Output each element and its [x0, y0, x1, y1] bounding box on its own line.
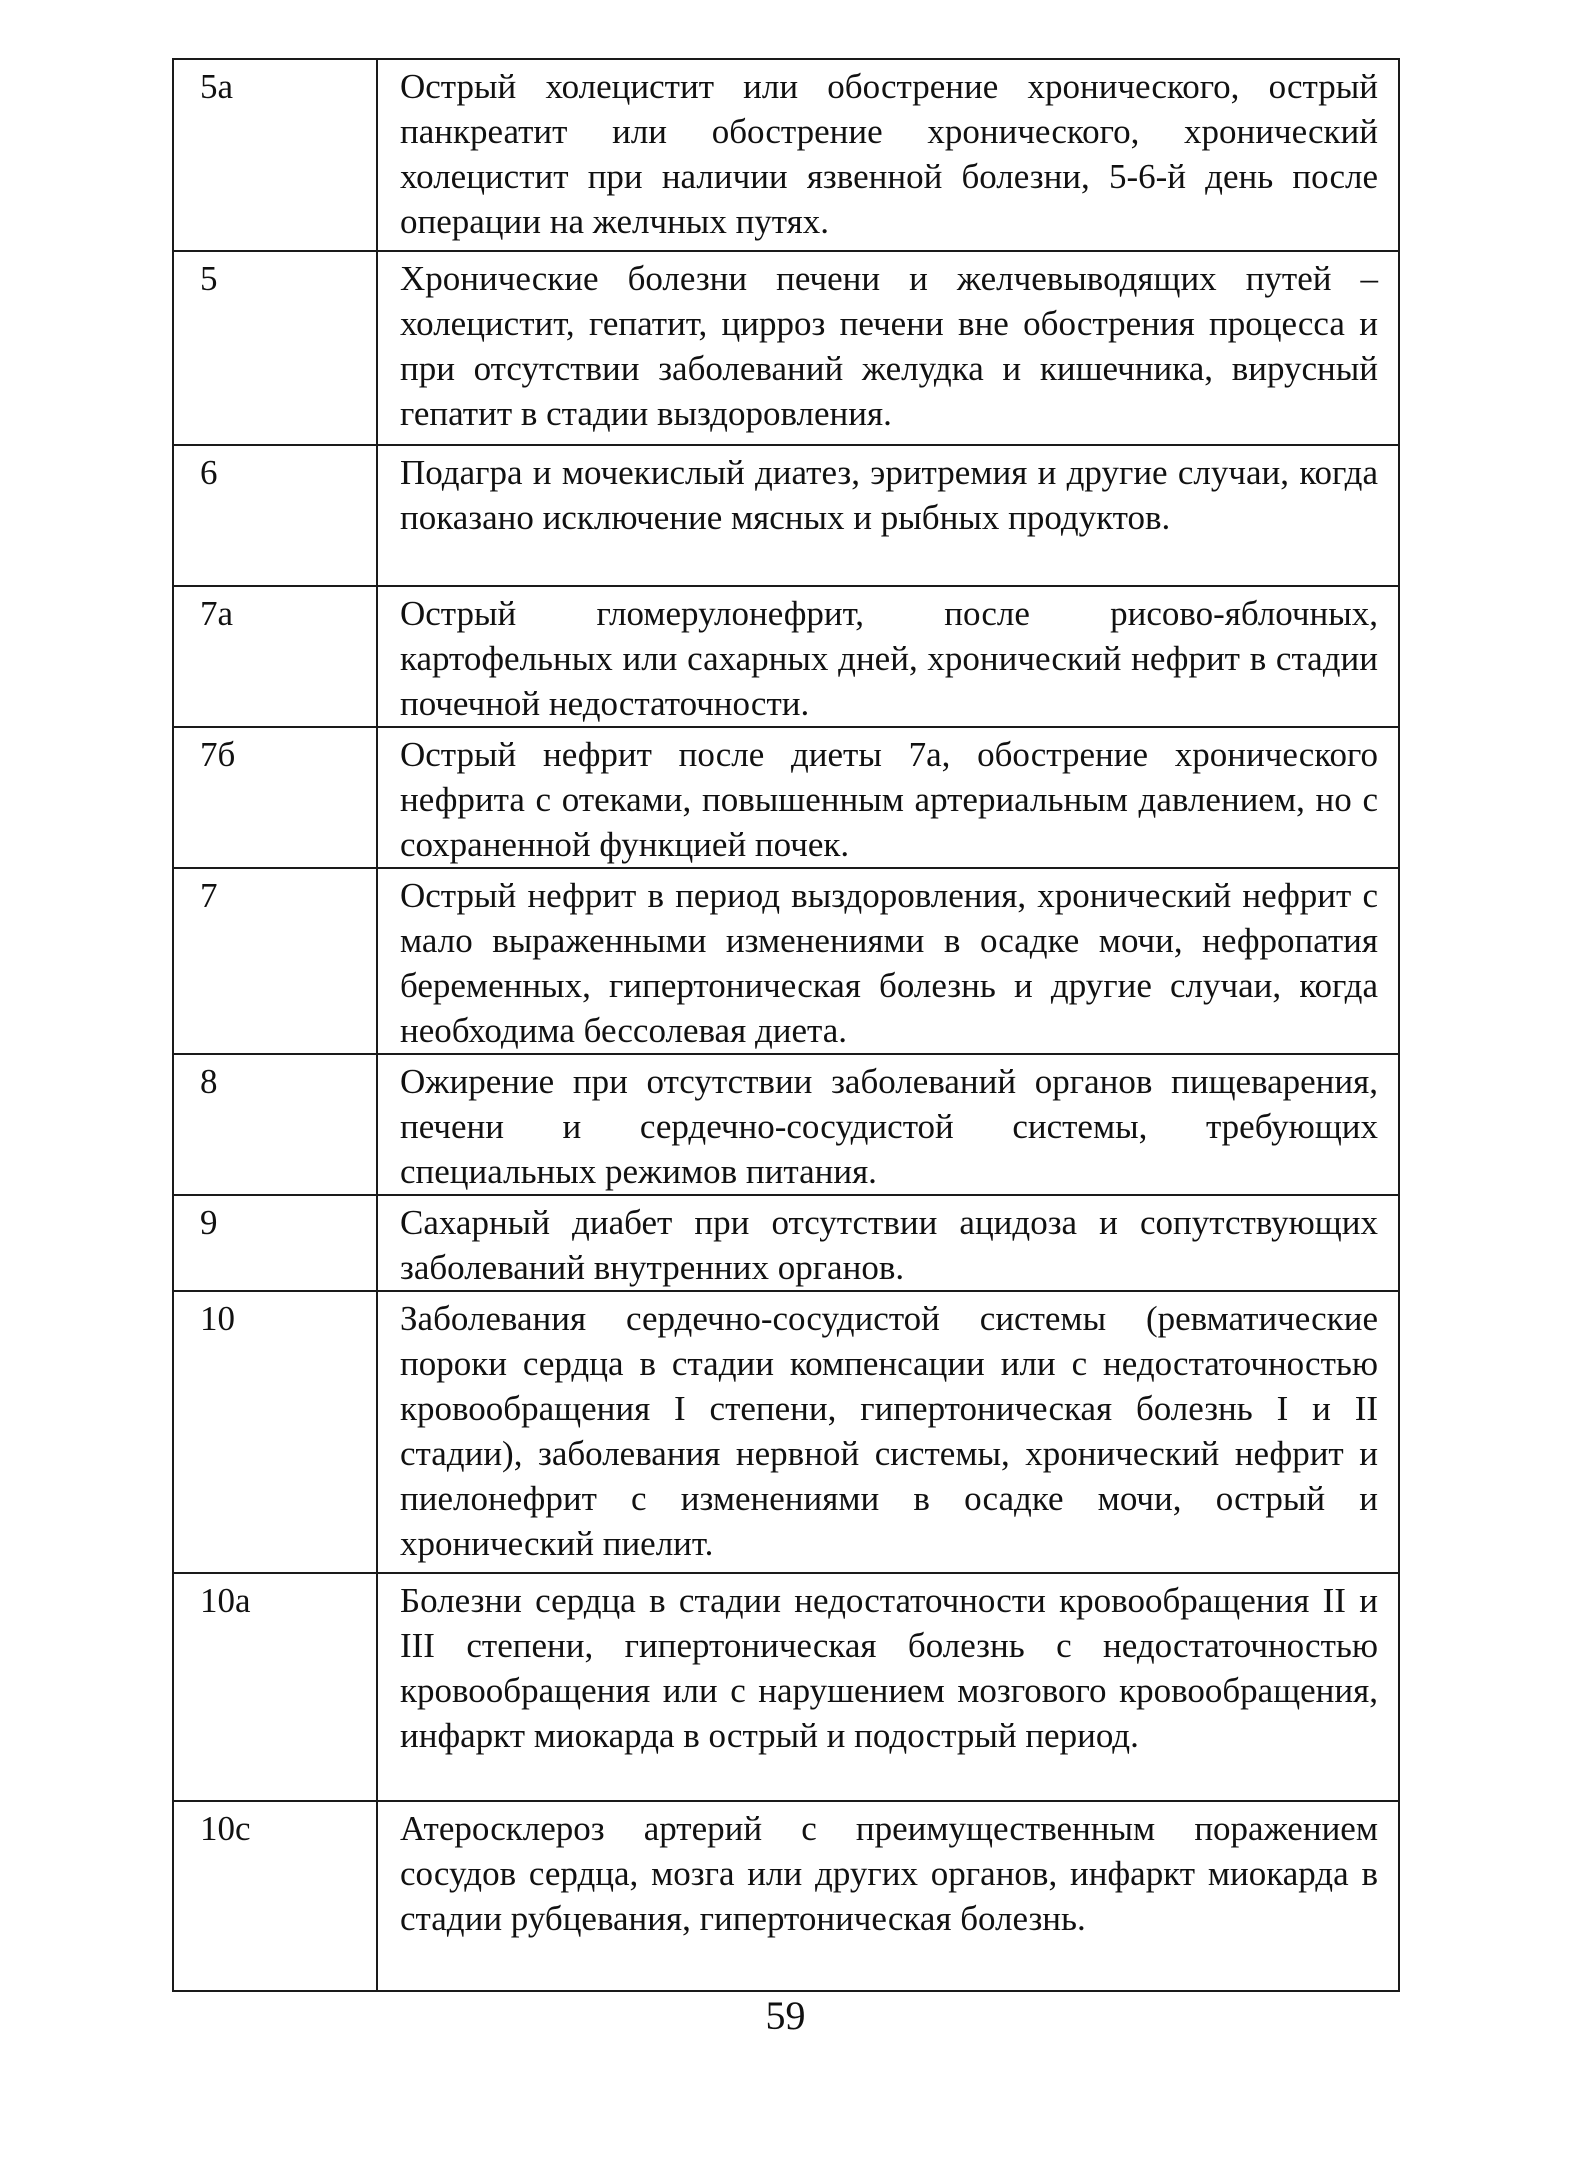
- table-row: [173, 1291, 1399, 1573]
- diet-number: 7а: [173, 586, 377, 727]
- diet-indication: Острый гломерулонефрит, после рисово-яблочных, картофельных или сахарных дней, хронический нефрит в стадии почечной недостаточности.: [377, 586, 1399, 727]
- table-row: [173, 59, 1399, 251]
- diet-number: 7: [173, 868, 377, 1054]
- table-row: [173, 1573, 1399, 1801]
- diet-indication: Ожирение при отсутствии заболеваний органов пищеварения, печени и сердечно-сосудистой системы, требующих специальных режимов питания.: [377, 1054, 1399, 1195]
- diet-indication: Заболевания сердечно-сосудистой системы (ревматические пороки сердца в стадии компенсации или с недостаточностью кровообращения I степени, гипертоническая болезнь I и II стадии), заболевания нервной системы, хронический нефрит и пиелонефрит с изменениями в осадке мочи, острый и хронический пиелит.: [377, 1291, 1399, 1573]
- diet-number: 8: [173, 1054, 377, 1195]
- diet-table: [172, 58, 1400, 1992]
- table-row: [173, 727, 1399, 868]
- table-row: [173, 1054, 1399, 1195]
- diet-number: 6: [173, 445, 377, 586]
- diet-indication: Острый холецистит или обострение хронического, острый панкреатит или обострение хронического, хронический холецистит при наличии язвенной болезни, 5-6-й день после операции на желчных путях.: [377, 59, 1399, 251]
- table-row: [173, 868, 1399, 1054]
- diet-number: 5а: [173, 59, 377, 251]
- table-row: [173, 251, 1399, 445]
- table-row: [173, 445, 1399, 586]
- diet-number: 7б: [173, 727, 377, 868]
- diet-number: 10а: [173, 1573, 377, 1801]
- diet-indication: Острый нефрит в период выздоровления, хронический нефрит с мало выраженными изменениями в осадке мочи, нефропатия беременных, гипертоническая болезнь и другие случаи, когда необходима бессолевая диета.: [377, 868, 1399, 1054]
- diet-indication: Сахарный диабет при отсутствии ацидоза и сопутствующих заболеваний внутренних органов.: [377, 1195, 1399, 1291]
- diet-number: 10с: [173, 1801, 377, 1991]
- table-row: [173, 1195, 1399, 1291]
- diet-number: 5: [173, 251, 377, 445]
- table-row: [173, 586, 1399, 727]
- page-number: 59: [765, 1993, 806, 2038]
- diet-number: 9: [173, 1195, 377, 1291]
- diet-indication: Хронические болезни печени и желчевыводящих путей – холецистит, гепатит, цирроз печени вне обострения процесса и при отсутствии заболеваний желудка и кишечника, вирусный гепатит в стадии выздоровления.: [377, 251, 1399, 445]
- diet-number: 10: [173, 1291, 377, 1573]
- diet-indication: Подагра и мочекислый диатез, эритремия и другие случаи, когда показано исключение мясных и рыбных продуктов.: [377, 445, 1399, 586]
- diet-indication: Острый нефрит после диеты 7а, обострение хронического нефрита с отеками, повышенным артериальным давлением, но с сохраненной функцией почек.: [377, 727, 1399, 868]
- diet-indication: Атеросклероз артерий с преимущественным поражением сосудов сердца, мозга или других органов, инфаркт миокарда в стадии рубцевания, гипертоническая болезнь.: [377, 1801, 1399, 1991]
- table-row: [173, 1801, 1399, 1991]
- diet-indication: Болезни сердца в стадии недостаточности кровообращения II и III степени, гипертоническая болезнь с недостаточностью кровообращения или с нарушением мозгового кровообращения, инфаркт миокарда в острый и подострый период.: [377, 1573, 1399, 1801]
